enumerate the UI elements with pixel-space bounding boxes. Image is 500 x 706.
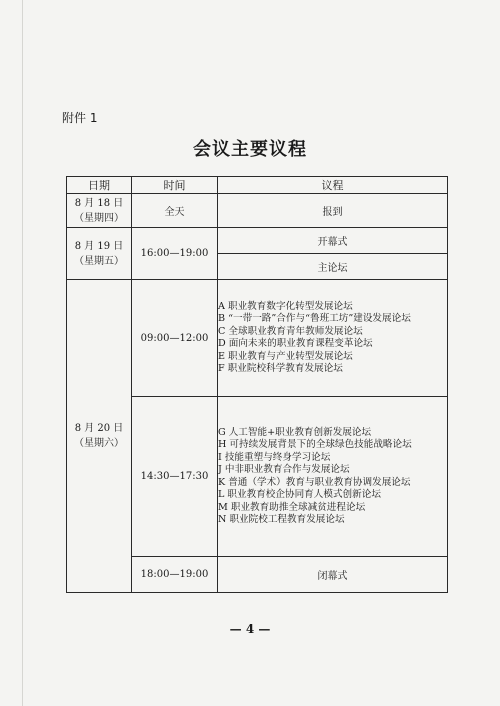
page-title: 会议主要议程 [193,139,307,160]
list-item: E 职业教育与产业转型发展论坛 [218,350,353,362]
list-item: K 普通（学术）教育与职业教育协调发展论坛 [218,476,411,488]
time-cell-evening: 18:00—19:00 [132,557,218,593]
list-item: B “一带一路”合作与“鲁班工坊”建设发展论坛 [218,313,411,324]
morning-forum-list [218,280,448,397]
list-item: N 职业院校工程教育发展论坛 [218,514,345,525]
time-cell-day2: 16:00—19:00 [132,228,218,280]
time-cell-afternoon: 14:30—17:30 [132,397,218,557]
agenda-item-opening: 开幕式 [218,228,448,254]
agenda-table [66,176,448,593]
date-cell-day1 [67,194,132,228]
header-time: 时间 [132,177,218,194]
list-item: C 全球职业教育青年教师发展论坛 [218,325,363,337]
attachment-label: 附件 1 [62,111,98,125]
list-item: I 技能重塑与终身学习论坛 [218,451,331,463]
page-number: — 4 — [229,622,271,636]
list-item: H 可持续发展背景下的全球绿色技能战略论坛 [218,439,412,450]
date-day2: 8 月 19 日 [74,240,124,252]
list-item: F 职业院校科学教育发展论坛 [218,363,343,374]
date-cell-day2 [67,228,132,280]
time-cell-day1: 全天 [132,194,218,228]
list-item: D 面向未来的职业教育课程变革论坛 [218,338,373,349]
afternoon-forum-list [218,397,448,557]
list-item: M 职业教育助推全球减贫进程论坛 [218,501,366,513]
date-day3: 8 月 20 日 [74,423,124,434]
header-date: 日期 [67,177,132,194]
weekday-day1: （星期四） [74,212,124,224]
table-row-day2-a [67,228,448,254]
header-agenda: 议程 [218,177,448,194]
table-row-day3-morning [67,280,448,397]
page-edge [22,0,23,706]
agenda-item-closing: 闭幕式 [218,557,448,593]
list-item: A 职业教育数字化转型发展论坛 [218,300,353,312]
table-header-row [67,177,448,194]
date-cell-day3 [67,280,132,593]
time-cell-morning: 09:00—12:00 [132,280,218,397]
date-day1: 8 月 18 日 [74,197,124,209]
agenda-item-day1: 报到 [218,194,448,228]
agenda-item-main-forum: 主论坛 [218,254,448,280]
list-item: G 人工智能+职业教育创新发展论坛 [218,426,372,438]
list-item: L 职业教育校企协同育人模式创新论坛 [218,489,381,500]
weekday-day2: （星期五） [74,255,124,267]
table-row-day1 [67,194,448,228]
weekday-day3: （星期六） [74,438,124,449]
list-item: J 中非职业教育合作与发展论坛 [218,464,350,475]
